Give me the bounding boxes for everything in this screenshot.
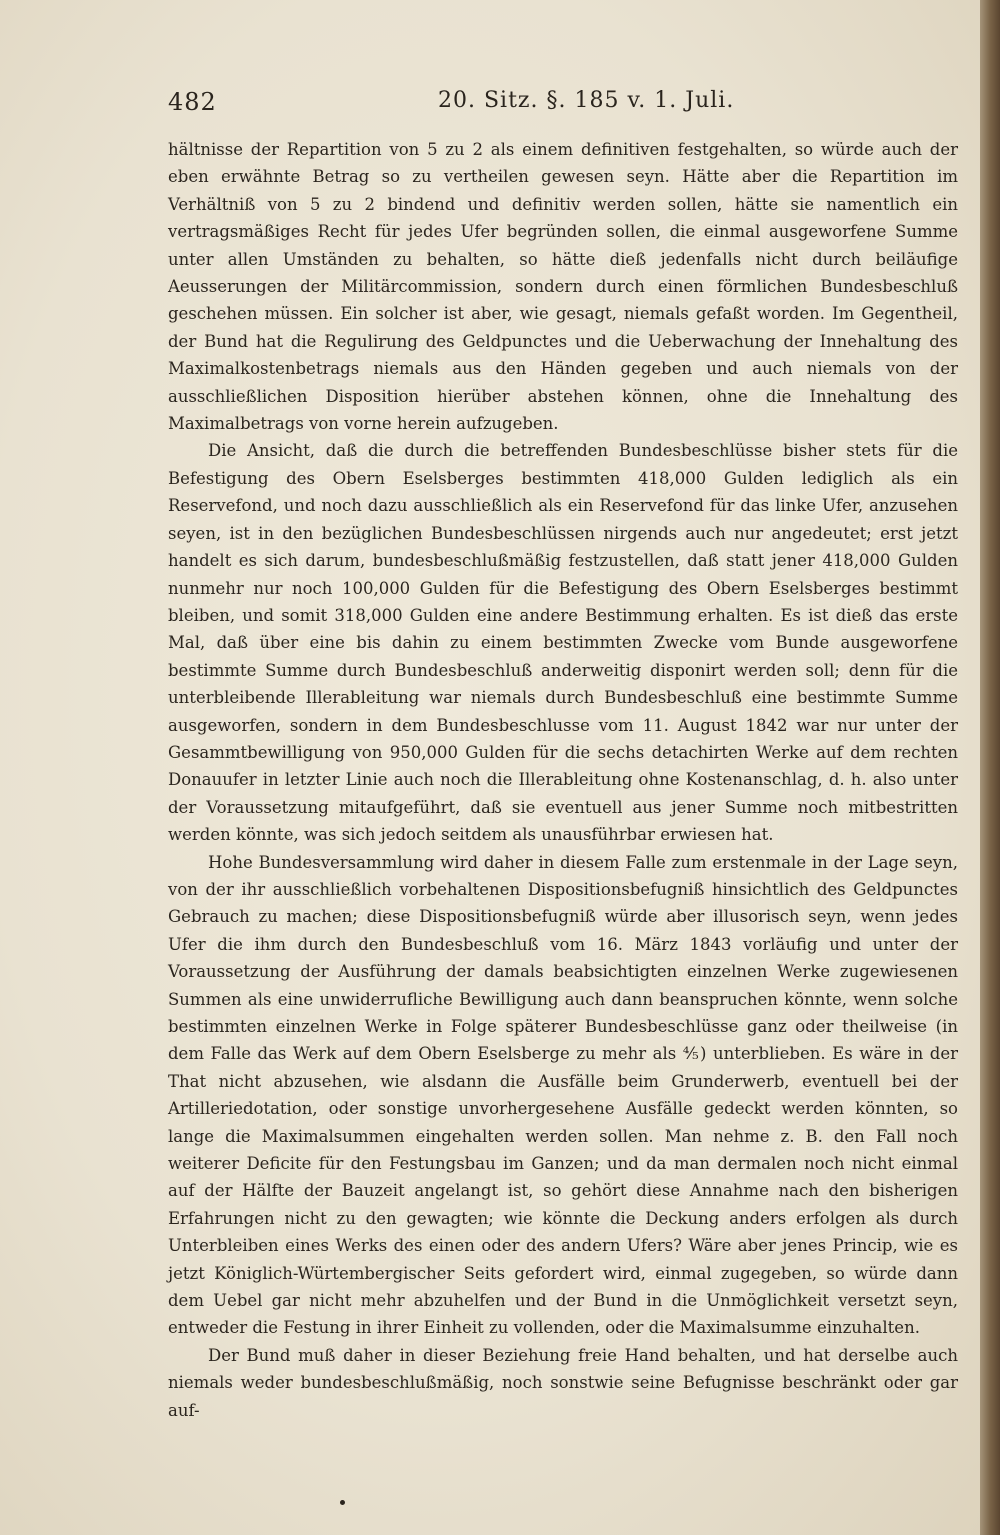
paragraph: Die Ansicht, daß die durch die betreffenden Bundesbeschlüsse bisher stets für die Befestigung des Obern Eselsberges bestimmten 418,000 Gulden lediglich als ein Reservefond, und noch dazu ausschließlich als ein Reservefond für das linke Ufer, anzusehen seyen, ist in den bezüglichen Bundesbeschlüssen nirgends auch nur angedeutet; erst jetzt handelt es sich darum, bundesbeschlußmäßig festzustellen, daß statt jener 418,000 Gulden nunmehr nur noch 100,000 Gulden für die Befestigung des Obern Eselsberges bestimmt bleiben, und somit 318,000 Gulden eine andere Bestimmung erhalten. Es ist dieß das erste Mal, daß über eine bis dahin zu einem bestimmten Zwecke vom Bunde ausgeworfene bestimmte Summe durch Bundesbeschluß anderweitig disponirt werden soll; denn für die unterbleibende Illerableitung war niemals durch Bundesbeschluß eine bestimmte Summe ausgeworfen, sondern in dem Bundesbeschlusse vom 11. August 1842 war nur unter der Gesammtbewilligung von 950,000 Gulden für die sechs detachirten Werke auf dem rechten Donauufer in letzter Linie auch noch die Illerableitung ohne Kostenanschlag, d. h. also unter der Voraussetzung mitaufgeführt, daß sie eventuell aus jener Summe noch mitbestritten werden könnte, was sich jedoch seitdem als unausführbar erwiesen hat. <box>168 441 958 845</box>
paragraph: Der Bund muß daher in dieser Beziehung freie Hand behalten, und hat derselbe auch niemals weder bundesbeschlußmäßig, noch sonstwie seine Befugnisse beschränkt oder gar auf- <box>168 1345 958 1420</box>
body-text <box>168 136 958 1424</box>
ink-dot <box>340 1500 345 1505</box>
page-header <box>168 88 958 124</box>
running-head: 20. Sitz. §. 185 v. 1. Juli. <box>438 88 735 113</box>
paragraph: Hohe Bundesversammlung wird daher in diesem Falle zum erstenmale in der Lage seyn, von der ihr ausschließlich vorbehaltenen Dispositionsbefugniß hinsichtlich des Geldpunctes Gebrauch zu machen; diese Dispositionsbefugniß würde aber illusorisch seyn, wenn jedes Ufer die ihm durch den Bundesbeschluß vom 16. März 1843 vorläufig und unter der Voraussetzung der Ausführung der damals beabsichtigten einzelnen Werke zugewiesenen Summen als eine unwiderrufliche Bewilligung auch dann beanspruchen könnte, wenn solche bestimmten einzelnen Werke in Folge späterer Bundesbeschlüsse ganz oder theilweise (in dem Falle das Werk auf dem Obern Eselsberge zu mehr als ⅘) unterblieben. Es wäre in der That nicht abzusehen, wie alsdann die Ausfälle beim Grunderwerb, eventuell bei der Artilleriedotation, oder sonstige unvorhergesehene Ausfälle gedeckt werden könnten, so lange die Maximalsummen eingehalten werden sollen. Man nehme z. B. den Fall noch weiterer Deficite für den Festungsbau im Ganzen; und da man dermalen noch nicht einmal auf der Hälfte der Bauzeit angelangt ist, so gehört diese Annahme nach den bisherigen Erfahrungen nicht zu den gewagten; wie könnte die Deckung anders erfolgen als durch Unterbleiben eines Werks des einen oder des andern Ufers? Wäre aber jenes Princip, wie es jetzt Königlich-Würtembergischer Seits gefordert wird, einmal zugegeben, so würde dann dem Uebel gar nicht mehr abzuhelfen und der Bund in die Unmöglichkeit versetzt seyn, entweder die Festung in ihrer Einheit zu vollenden, oder die Maximalsumme einzuhalten. <box>168 852 958 1338</box>
page-number: 482 <box>168 88 217 116</box>
paragraph-continuation: hältnisse der Repartition von 5 zu 2 als einem definitiven festgehalten, so würde auch der eben erwähnte Betrag so zu vertheilen gewesen seyn. Hätte aber die Repartition im Verhältniß von 5 zu 2 bindend und definitiv werden sollen, hätte sie namentlich ein vertragsmäßiges Recht für jedes Ufer begründen sollen, die einmal ausgeworfene Summe unter allen Umständen zu behalten, so hätte dieß jedenfalls nicht durch beiläufige Aeusserungen der Militärcommission, sondern durch einen förmlichen Bundesbeschluß geschehen müssen. Ein solcher ist aber, wie gesagt, niemals gefaßt worden. Im Gegentheil, der Bund hat die Regulirung des Geldpunctes und die Ueberwachung der Innehaltung des Maximalkostenbetrags niemals aus den Händen gegeben und auch niemals von der ausschließlichen Disposition hierüber abstehen können, ohne die Innehaltung des Maximalbetrags von vorne herein aufzugeben. <box>168 140 958 434</box>
